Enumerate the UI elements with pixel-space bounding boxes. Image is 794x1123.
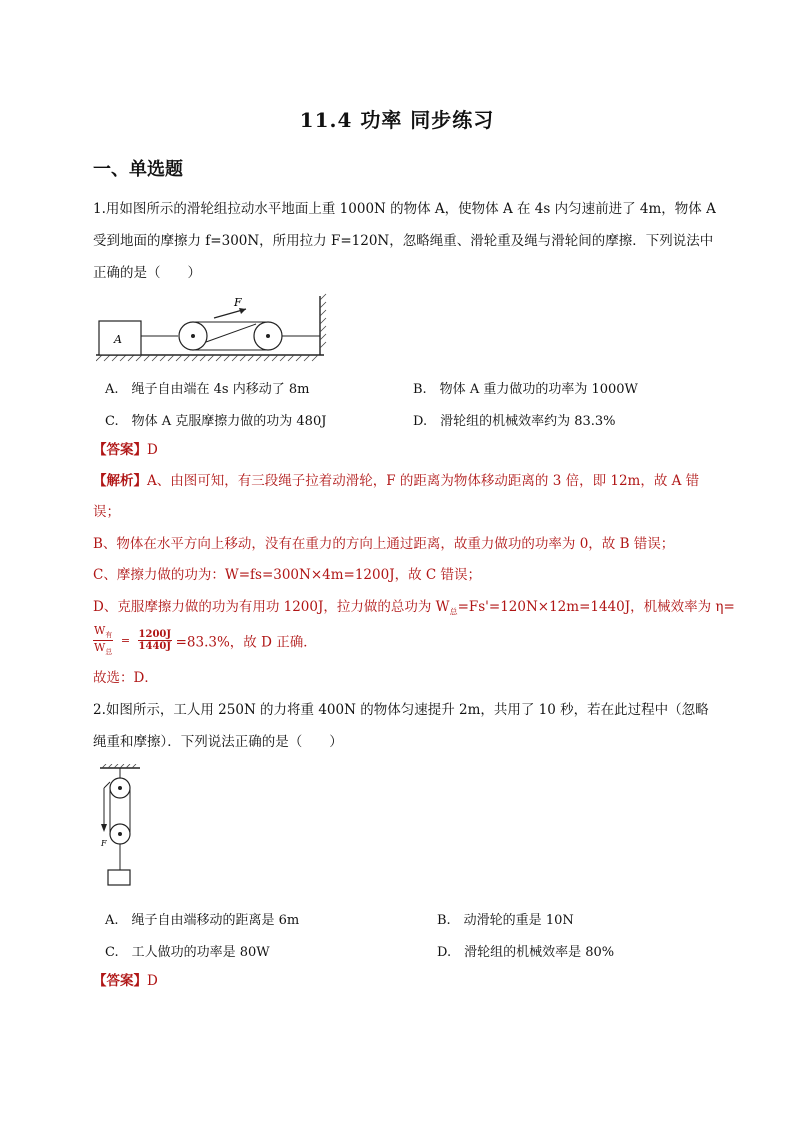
- force-label: F: [101, 839, 107, 848]
- q1-answer-tag: 【答案】: [93, 442, 147, 458]
- q1-fraction-row: $W_有$ $W_总$ = $\frac{1200J}{1440J}$ =83.3%，故 D 正确．: [94, 624, 317, 657]
- q1-option-c: C. 物体 A 克服摩擦力做的功为 480J: [105, 414, 327, 429]
- q1-fraction-values: $\frac{1200J}{1440J}$: [138, 629, 172, 653]
- q1-conclusion: 故选：D．: [93, 670, 158, 686]
- q1-analysis-line1: [93, 472, 699, 490]
- q1-analysis-line4: D、克服摩擦力做的功为有用功 1200J，拉力做的总功为 $W_总=Fs'=120N\times 12m=1440J$，机械效率为 η=: [93, 599, 735, 617]
- q1-answer-value: D: [147, 442, 158, 458]
- block-A-label: A: [114, 333, 122, 346]
- page-title: 11.4 功率 同步练习: [299, 108, 495, 132]
- q1-analysis-text1: A、由图可知，有三段绳子拉着动滑轮，F 的距离为物体移动距离的 3 倍，即 12m，故 A 错: [147, 473, 700, 489]
- q2-option-a: A. 绳子自由端移动的距离是 6m: [105, 913, 300, 928]
- q1-analysis-line1b: 误；: [93, 504, 120, 520]
- q2-option-b: B. 动滑轮的重是 10N: [437, 913, 574, 928]
- force-arrow: [101, 824, 107, 832]
- wall-hatch: [320, 294, 326, 348]
- q1-option-a: A. 绳子自由端在 4s 内移动了 8m: [105, 382, 310, 397]
- q2-stem-line2: 绳重和摩擦）．下列说法正确的是（ ）: [93, 734, 343, 750]
- q2-stem-line1: 2.如图所示，工人用 250N 的力将重 400N 的物体匀速提升 2m，共用了 10 秒，若在此过程中（忽略: [93, 702, 709, 718]
- ground-hatch: [96, 355, 318, 361]
- q1-stem-line1: 1.用如图所示的滑轮组拉动水平地面上重 1000N 的物体 A，使物体 A 在 4s 内匀速前进了 4m，物体 A: [93, 201, 716, 217]
- q1-fraction-w: $W_有$ $W_总$: [94, 624, 113, 657]
- load-block: [108, 870, 130, 885]
- q1-analysis-line2: B、物体在水平方向上移动，没有在重力的方向上通过距离，故重力做功的功率为 0，故 B 错误；: [93, 536, 675, 552]
- q1-pulley-figure: [96, 292, 328, 362]
- q2-pulley-figure: [96, 764, 146, 890]
- section-heading: 一、单选题: [93, 159, 183, 180]
- q2-option-c: C. 工人做功的功率是 80W: [105, 945, 270, 960]
- q1-option-b: B. 物体 A 重力做功的功率为 1000W: [413, 382, 638, 397]
- q1-analysis-tag: 【解析】: [93, 473, 147, 489]
- q1-answer: [93, 441, 158, 459]
- q1-option-d: D. 滑轮组的机械效率约为 83.3%: [413, 414, 616, 429]
- rope-free-end: [206, 324, 256, 342]
- q2-answer-tag: 【答案】: [93, 973, 147, 989]
- q2-answer-value: D: [147, 973, 158, 989]
- q2-answer: [93, 972, 158, 990]
- q1-stem-line2: 受到地面的摩擦力 f=300N，所用拉力 F=120N，忽略绳重、滑轮重及绳与滑轮间的摩擦．下列说法中: [93, 233, 714, 249]
- force-label: F: [234, 296, 242, 309]
- q1-stem-line3: 正确的是（ ）: [93, 265, 201, 281]
- q1-analysis-line3: C、摩擦力做的功为：W=fs=300N×4m=1200J，故 C 错误；: [93, 567, 482, 583]
- q2-option-d: D. 滑轮组的机械效率是 80%: [437, 945, 615, 960]
